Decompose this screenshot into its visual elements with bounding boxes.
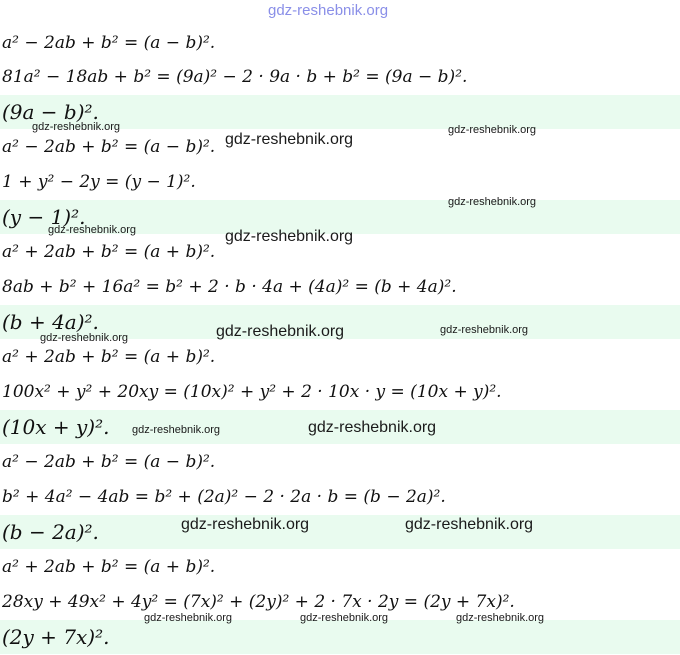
answer-line: (2y + 7x)². <box>0 620 680 654</box>
watermark: gdz-reshebnik.org <box>456 612 545 624</box>
math-line: a² − 2ab + b² = (a − b)². <box>2 33 216 53</box>
math-line: a² + 2ab + b² = (a + b)². <box>2 557 216 577</box>
math-line: 28xy + 49x² + 4y² = (7x)² + (2y)² + 2 · 7x · 2y = (2y + 7x)². <box>2 592 515 612</box>
watermark: gdz-reshebnik.org <box>405 516 534 533</box>
watermark: gdz-reshebnik.org <box>132 424 221 436</box>
math-line: 8ab + b² + 16a² = b² + 2 · b · 4a + (4a)² = (b + 4a)². <box>2 277 457 297</box>
watermark: gdz-reshebnik.org <box>216 323 345 340</box>
math-line: 81a² − 18ab + b² = (9a)² − 2 · 9a · b + b² = (9a − b)². <box>2 67 468 87</box>
watermark: gdz-reshebnik.org <box>448 196 537 208</box>
watermark: gdz-reshebnik.org <box>144 612 233 624</box>
watermark: gdz-reshebnik.org <box>225 228 354 245</box>
watermark: gdz-reshebnik.org <box>440 324 529 336</box>
math-line: 100x² + y² + 20xy = (10x)² + y² + 2 · 10x · y = (10x + y)². <box>2 382 502 402</box>
answer-line: (y − 1)². <box>0 200 680 234</box>
math-line: a² − 2ab + b² = (a − b)². <box>2 137 216 157</box>
math-line: a² + 2ab + b² = (a + b)². <box>2 242 216 262</box>
answer-line: (9a − b)². <box>0 95 680 129</box>
answer-line: (b + 4a)². <box>0 305 680 339</box>
watermark: gdz-reshebnik.org <box>300 612 389 624</box>
watermark: gdz-reshebnik.org <box>48 224 137 236</box>
watermark: gdz-reshebnik.org <box>181 516 310 533</box>
watermark-top: gdz-reshebnik.org <box>268 2 389 19</box>
watermark: gdz-reshebnik.org <box>40 332 129 344</box>
watermark: gdz-reshebnik.org <box>32 121 121 133</box>
answer-line: (b − 2a)². <box>0 515 680 549</box>
math-line: a² − 2ab + b² = (a − b)². <box>2 452 216 472</box>
math-line: 1 + y² − 2y = (y − 1)². <box>2 172 196 192</box>
watermark: gdz-reshebnik.org <box>448 124 537 136</box>
watermark: gdz-reshebnik.org <box>225 131 354 148</box>
math-line: b² + 4a² − 4ab = b² + (2a)² − 2 · 2a · b = (b − 2a)². <box>2 487 446 507</box>
math-line: a² + 2ab + b² = (a + b)². <box>2 347 216 367</box>
watermark: gdz-reshebnik.org <box>308 419 437 436</box>
answer-line: (10x + y)². <box>0 410 680 444</box>
